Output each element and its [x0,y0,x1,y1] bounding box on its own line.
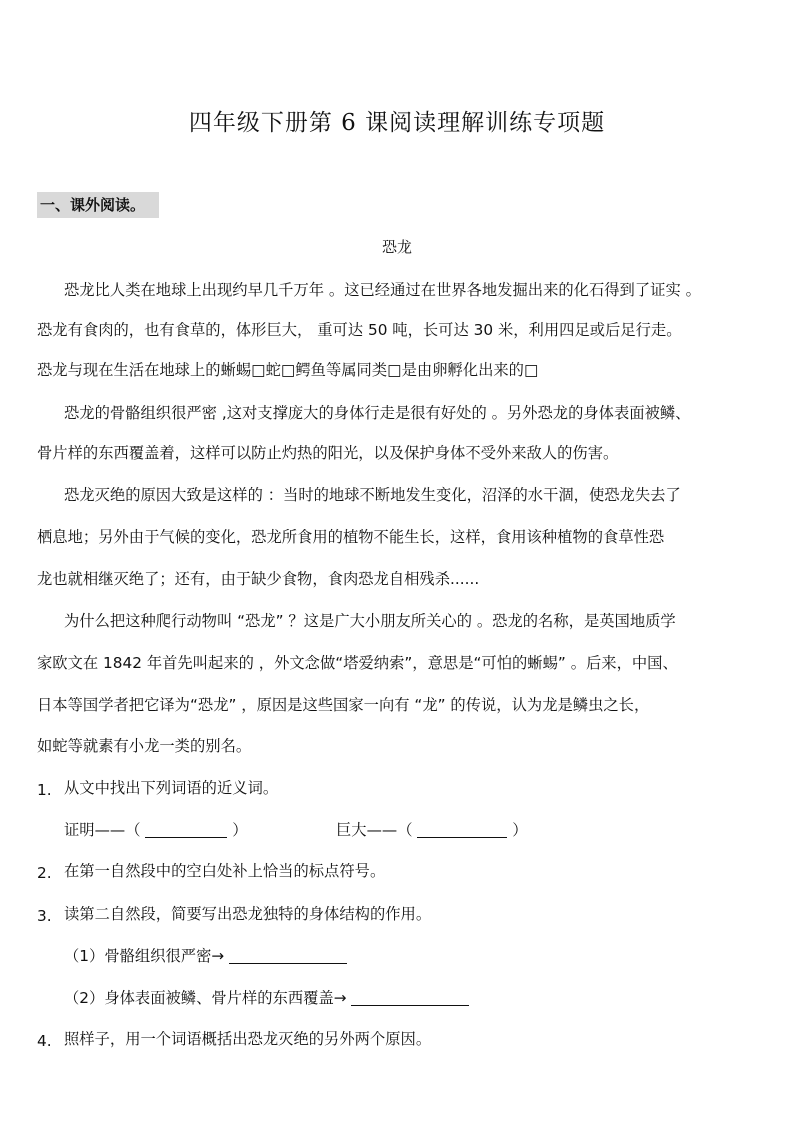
passage-line: 恐龙比人类在地球上出现约早几千万年 。这已经通过在世界各地发掘出来的化石得到了证实 。 [64,281,701,299]
passage-line: 日本等国学者把它译为“恐龙” ，原因是这些国家一向有 “龙” 的传说，认为龙是鳞虫之长， [37,696,650,714]
question-number: 4. [37,1032,52,1050]
passage-line: 恐龙与现在生活在地球上的蜥蜴□蛇□鳄鱼等属同类□是由卵孵化出来的□ [37,361,539,379]
passage-title: 恐龙 [381,238,412,256]
answer-blank[interactable] [229,947,347,964]
q3-item-scales [64,988,469,1008]
q3-label: （2）身体表面被鳞、骨片样的东西覆盖→ [64,989,347,1007]
q1-item-proof [64,820,248,840]
passage-line: 恐龙有食肉的，也有食草的，体形巨大， 重可达 50 吨，长可达 30 米，利用四足或后足行走。 [37,321,682,339]
passage-line: 为什么把这种爬行动物叫 “恐龙” ？这是广大小朋友所关心的 。恐龙的名称，是英国地质学 [64,612,676,630]
answer-blank[interactable] [145,821,227,838]
page-title: 四年级下册第 6 课阅读理解训练专项题 [188,110,606,136]
passage-line: 龙也就相继灭绝了；还有，由于缺少食物，食肉恐龙自相残杀...... [37,570,480,588]
q1-close: ） [512,821,528,839]
answer-blank[interactable] [417,821,507,838]
passage-line: 如蛇等就素有小龙一类的别名。 [37,737,252,755]
q3-item-skeleton [64,946,347,966]
question-text: 读第二自然段，简要写出恐龙独特的身体结构的作用。 [64,905,432,923]
q1-word: 证明——（ [64,821,141,839]
section-heading: 一、课外阅读。 [37,192,159,218]
passage-line: 栖息地；另外由于气候的变化，恐龙所食用的植物不能生长，这样，食用该种植物的食草性恐 [37,528,665,546]
question-number: 3. [37,907,52,925]
question-number: 2. [37,864,52,882]
passage-line: 恐龙灭绝的原因大致是这样的 ：当时的地球不断地发生变化，沼泽的水干涸，使恐龙失去了 [64,486,681,504]
question-text: 照样子，用一个词语概括出恐龙灭绝的另外两个原因。 [64,1030,432,1048]
q3-label: （1）骨骼组织很严密→ [64,947,225,965]
q1-item-huge [336,820,528,840]
passage-line: 骨片样的东西覆盖着，这样可以防止灼热的阳光，以及保护身体不受外来敌人的伤害。 [37,444,619,462]
question-text: 从文中找出下列词语的近义词。 [64,779,279,797]
question-text: 在第一自然段中的空白处补上恰当的标点符号。 [64,862,386,880]
q1-close: ） [232,821,248,839]
question-number: 1. [37,781,52,799]
passage-line: 恐龙的骨骼组织很严密 ,这对支撑庞大的身体行走是很有好处的 。另外恐龙的身体表面被鳞、 [64,404,691,422]
passage-line: 家欧文在 1842 年首先叫起来的 ，外文念做“塔爱纳索”，意思是“可怕的蜥蜴” 。后来，中国、 [37,654,678,672]
q1-word: 巨大——（ [336,821,413,839]
answer-blank[interactable] [351,989,469,1006]
